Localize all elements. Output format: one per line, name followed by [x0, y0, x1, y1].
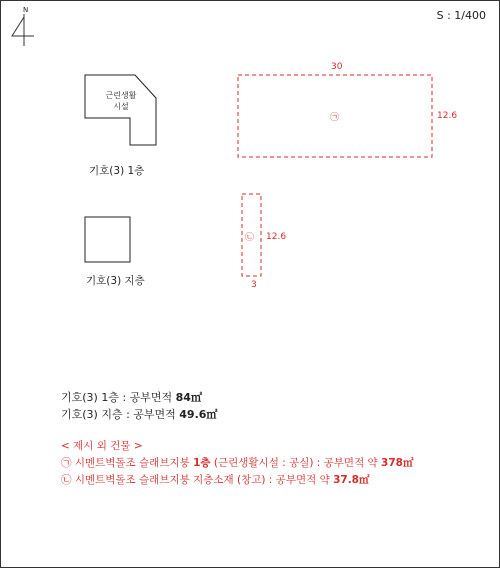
- building-2-outline: [85, 217, 130, 262]
- building-1-use-line-2: 시설: [113, 102, 129, 111]
- legend-item-2-value: 37.8㎡: [333, 474, 370, 486]
- outside-building-1-width-label: 30: [331, 62, 343, 72]
- building-1-use-label: [103, 90, 139, 112]
- north-arrow-icon: [12, 14, 34, 46]
- north-label: N: [23, 6, 29, 14]
- summary-line-2: [61, 406, 217, 422]
- scale-label: S : 1/400: [436, 9, 486, 22]
- legend-item-2-text: ㉡ 시멘트벽돌조 슬래브지붕 지층소재 (창고) : 공부면적 약: [61, 474, 334, 486]
- legend-item-1-detail: (근린생활시설 : 공실) : 공부면적 약: [210, 457, 382, 469]
- outside-building-2-marker: ㉡: [245, 233, 255, 243]
- legend-item-1: [61, 455, 413, 470]
- outside-building-1-height-label: 12.6: [437, 111, 458, 121]
- summary-line-2-value: 49.6㎡: [179, 408, 218, 421]
- building-2-caption: 기호(3) 지층: [86, 275, 145, 287]
- summary-line-1-text: 기호(3) 1층 : 공부면적: [61, 391, 176, 404]
- legend-item-1-text: ㉠ 시멘트벽돌조 슬래브지붕: [61, 457, 194, 469]
- legend-item-1-floor: 1층: [193, 457, 211, 469]
- building-1-use-line-1: 근린생활: [105, 91, 137, 100]
- building-1-caption: 기호(3) 1층: [89, 165, 145, 177]
- legend-item-1-value: 378㎡: [381, 457, 414, 469]
- legend-item-2: [61, 472, 370, 487]
- summary-line-2-text: 기호(3) 지층 : 공부면적: [61, 408, 180, 421]
- summary-line-1-value: 84㎡: [175, 391, 202, 404]
- legend-title: < 제시 외 건물 >: [61, 440, 143, 452]
- outside-building-2-width-label: 3: [251, 280, 257, 290]
- summary-line-1: [61, 389, 202, 405]
- outside-building-2-height-label: 12.6: [266, 232, 287, 242]
- outside-building-1-marker: ㉠: [330, 113, 340, 123]
